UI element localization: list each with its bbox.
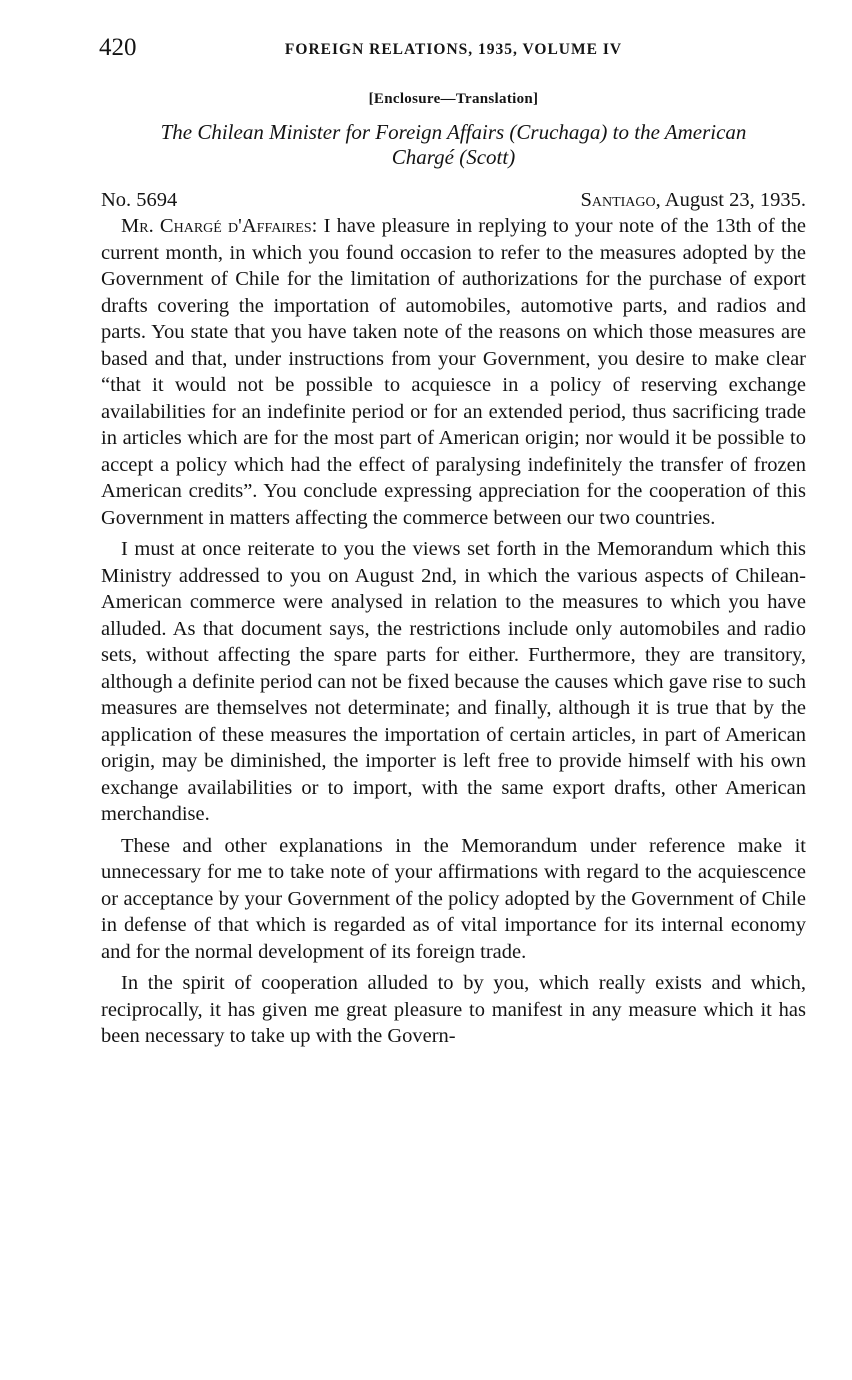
salutation: Mr. Chargé d'Affaires: [121, 215, 318, 237]
place-and-date [580, 187, 806, 213]
dateline [101, 187, 806, 213]
document-number: No. 5694 [101, 189, 178, 211]
paragraph-3: These and other explanations in the Memorandum under reference make it unnecessary for me to take note of your affirmations with regard to the acquiescence or acceptance by your Government of the policy adopted by the Government of Chile in defense of that which is regarded as of vital importance for its internal economy and for the normal development of its foreign trade. [101, 834, 806, 963]
running-header [101, 34, 806, 68]
page-number: 420 [99, 34, 137, 61]
heading-line-1: The Chilean Minister for Foreign Affairs (Cruchaga) to the American [160, 120, 747, 144]
letter-heading [101, 120, 806, 170]
paragraph-4: In the spirit of cooperation alluded to by you, which really exists and which, reciprocally, it has given me great pleasure to manifest in any measure which it has been necessary to take up with the Govern- [101, 972, 806, 1047]
heading-line-2: Chargé (Scott) [391, 145, 516, 169]
enclosure-label: [Enclosure—Translation] [368, 91, 539, 107]
letter-body [101, 213, 806, 1050]
paragraph-1-text: I have pleasure in replying to your note of the 13th of the current month, in which you found occasion to refer to the measures adopted by the Government of Chile for the limitation of authorizations for the purchase of export drafts covering the importation of automobiles, automotive parts, and radios and parts. You state that you have taken note of the reasons on which those measures are based and that, under instructions from your Government, you desire to make clear “that it would not be possible to acquiesce in a policy of reserving exchange availabilities for an indefinite period or for an extended period, thus sacrificing trade in articles which are for the most part of American origin; nor would it be possible to accept a policy which had the effect of paralysing indefinitely the transfer of frozen American credits”. You conclude expressing appreciation for the cooperation of this Government in matters affecting the commerce between our two countries. [101, 215, 807, 529]
document-page [101, 34, 806, 1055]
running-title: FOREIGN RELATIONS, 1935, VOLUME IV [284, 41, 623, 58]
paragraph-2: I must at once reiterate to you the views set forth in the Memorandum which this Ministry addressed to you on August 2nd, in which the various aspects of Chilean-American commerce were analysed in relation to the measures to which you have alluded. As that document says, the restrictions include only automobiles and radio sets, without affecting the spare parts for either. Furthermore, they are transitory, although a definite period can not be fixed because the causes which gave rise to such measures are themselves not determinate; and finally, although it is true that by the application of these measures the importation of certain articles, in part of American origin, may be diminished, the importer is left free to provide himself with his own exchange availabilities or to import, with the same export drafts, other American merchandise. [101, 538, 806, 825]
place: Santiago, [580, 189, 661, 211]
paragraph-1 [101, 213, 806, 531]
date: August 23, 1935. [664, 189, 806, 211]
